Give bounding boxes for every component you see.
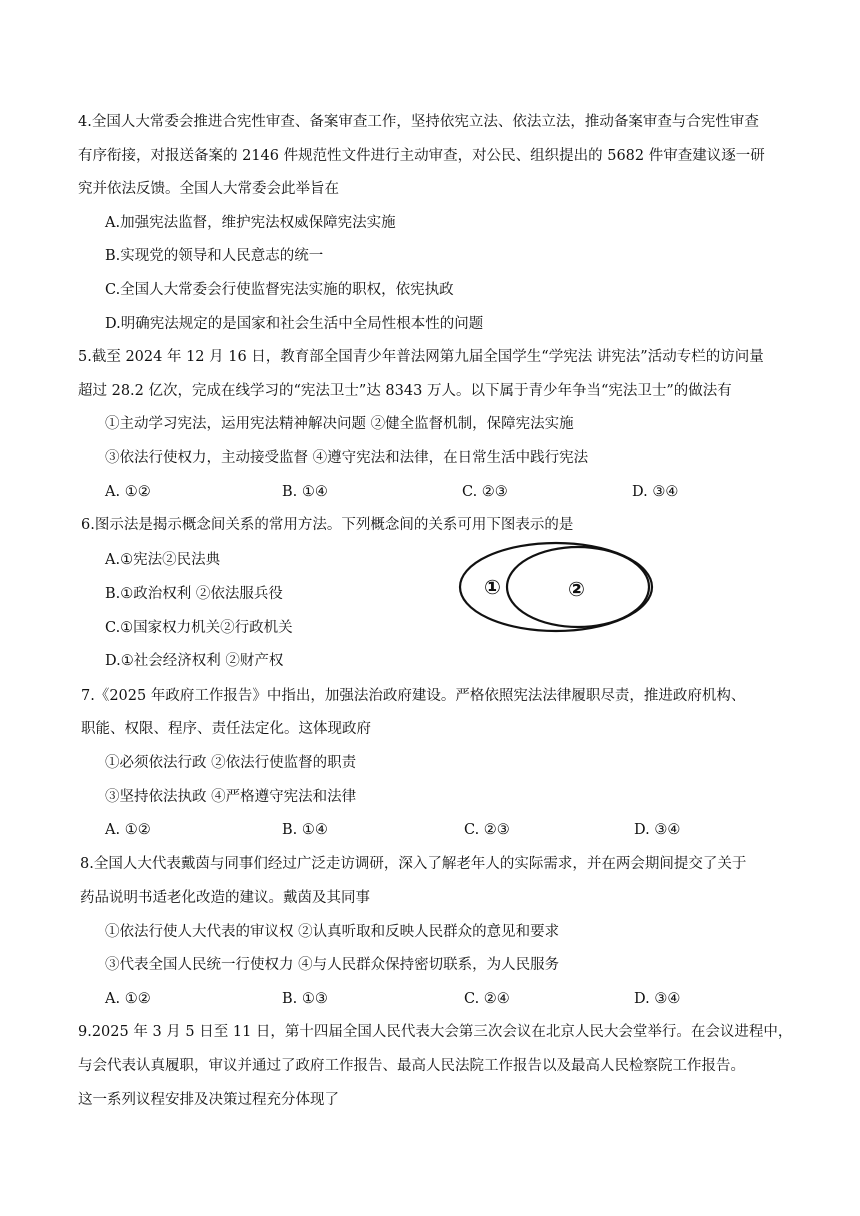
q6-option-a: A.①宪法②民法典 [105,552,221,568]
q7-choice-d: D. ③④ [634,822,681,838]
q7-choice-b: B. ①④ [282,822,328,838]
q9-stem-line-1: 9.2025 年 3 月 5 日至 11 日，第十四届全国人民代表大会第三次会议在北京人民大会堂举行。在会议进程中， [78,1024,793,1040]
q5-stem-line-2: 超过 28.2 亿次，完成在线学习的“宪法卫士”达 8343 万人。以下属于青少年争当“宪法卫士”的做法有 [78,383,732,399]
q4-option-c: C.全国人大常委会行使监督宪法实施的职权，依宪执政 [105,282,454,298]
venn-diagram [456,539,656,639]
q8-stem-line-2: 药品说明书适老化改造的建议。戴茵及其同事 [80,890,370,906]
q8-item-line-2: ③代表全国人民统一行使权力 ④与人民群众保持密切联系，为人民服务 [105,957,560,973]
q8-choice-d: D. ③④ [634,991,681,1007]
q9-stem-line-2: 与会代表认真履职，审议并通过了政府工作报告、最高人民法院工作报告以及最高人民检察院工作报告。 [78,1058,745,1074]
q7-stem-line-1: 7.《2025 年政府工作报告》中指出，加强法治政府建设。严格依照宪法法律履职尽责，推进政府机构、 [81,688,746,704]
q8-choice-c: C. ②④ [464,991,510,1007]
q5-stem-line-1: 5.截至 2024 年 12 月 16 日，教育部全国青少年普法网第九届全国学生“学宪法 讲宪法”活动专栏的访问量 [78,349,764,365]
q4-stem-line-2: 有序衔接，对报送备案的 2146 件规范性文件进行主动审查，对公民、组织提出的 5682 件审查建议逐一研 [78,148,765,164]
q6-option-c: C.①国家权力机关②行政机关 [105,620,293,636]
q5-choice-b: B. ①④ [282,484,328,500]
venn-label-1: ① [484,575,501,599]
q4-stem-line-1: 4.全国人大常委会推进合宪性审查、备案审查工作，坚持依宪立法、依法立法，推动备案审查与合宪性审查 [78,114,759,130]
q7-item-line-1: ①必须依法行政 ②依法行使监督的职责 [105,755,357,771]
q8-choice-a: A. ①② [105,991,151,1007]
q6-option-b: B.①政治权利 ②依法服兵役 [105,586,283,602]
q6-option-d: D.①社会经济权利 ②财产权 [105,653,284,669]
q7-stem-line-2: 职能、权限、程序、责任法定化。这体现政府 [81,721,371,737]
q9-stem-line-3: 这一系列议程安排及决策过程充分体现了 [78,1092,339,1108]
q7-choice-c: C. ②③ [464,822,510,838]
q8-choice-b: B. ①③ [282,991,328,1007]
q5-item-line-1: ①主动学习宪法，运用宪法精神解决问题 ②健全监督机制，保障宪法实施 [105,416,574,432]
venn-label-2: ② [568,577,585,601]
q7-item-line-2: ③坚持依法执政 ④严格遵守宪法和法律 [105,789,357,805]
q8-stem-line-1: 8.全国人大代表戴茵与同事们经过广泛走访调研，深入了解老年人的实际需求，并在两会期间提交了关于 [80,856,747,872]
q4-option-b: B.实现党的领导和人民意志的统一 [105,248,324,264]
q5-item-line-2: ③依法行使权力，主动接受监督 ④遵守宪法和法律，在日常生活中践行宪法 [105,450,589,466]
q5-choice-a: A. ①② [105,484,151,500]
q5-choice-d: D. ③④ [632,484,679,500]
q4-stem-line-3: 究并依法反馈。全国人大常委会此举旨在 [78,181,339,197]
q4-option-d: D.明确宪法规定的是国家和社会生活中全局性根本性的问题 [105,316,484,332]
q6-stem-line-1: 6.图示法是揭示概念间关系的常用方法。下列概念间的关系可用下图表示的是 [81,517,574,533]
q4-option-a: A.加强宪法监督，维护宪法权威保障宪法实施 [105,215,396,231]
q7-choice-a: A. ①② [105,822,151,838]
q5-choice-c: C. ②③ [462,484,508,500]
q8-item-line-1: ①依法行使人大代表的审议权 ②认真听取和反映人民群众的意见和要求 [105,924,560,940]
